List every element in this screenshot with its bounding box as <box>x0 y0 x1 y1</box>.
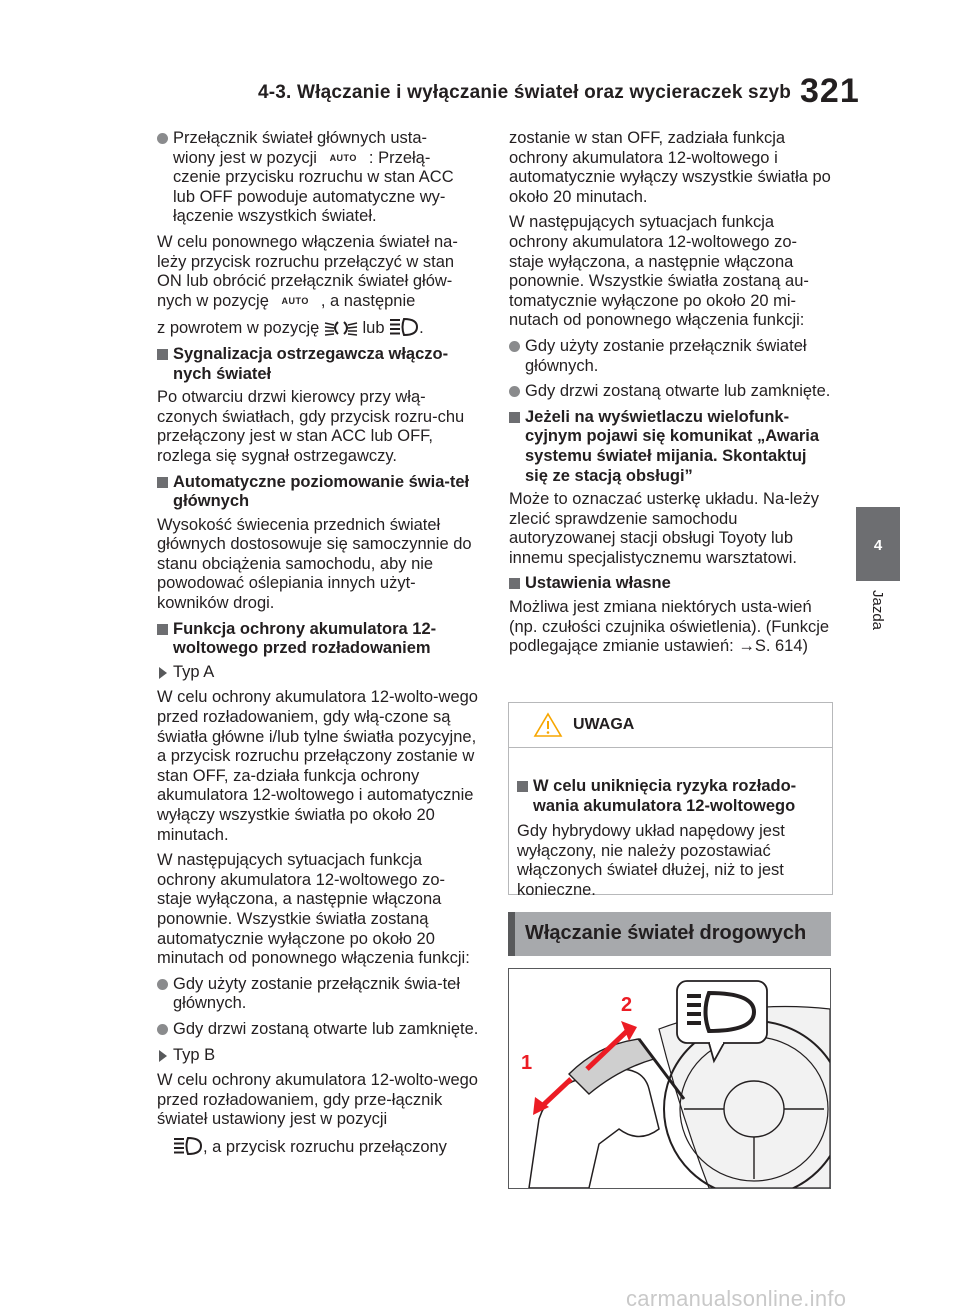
high-beam-lever-illustration <box>509 969 830 1188</box>
section-heading: Automatyczne poziomowanie świa-teł głównych <box>157 473 479 512</box>
warning-body: Gdy hybrydowy układ napędowy jest wyłączony, nie należy pozostawiać włączonych świateł dłużej, niż to jest konieczne. <box>517 822 785 899</box>
warning-content <box>517 777 825 907</box>
chapter-tab <box>856 507 900 581</box>
left-column <box>157 129 479 1164</box>
right-column <box>509 129 831 663</box>
paragraph: W następujących sytuacjach funkcja ochrony akumulatora 12-woltowego zo-staje wyłączona, a następnie włączona ponownie. Wszystkie światła zostaną automatycznie wyłączone po około 20 minutach od ponownego włączenia funkcji: <box>157 851 470 968</box>
paragraph: zostanie w stan OFF, zadziała funkcja ochrony akumulatora 12-woltowego i automatycznie wyłączy wszystkie światła po około 20 minutach. <box>509 129 831 206</box>
page-reference: →S. 614) <box>738 637 809 656</box>
bullet: Gdy użyty zostanie przełącznik świa-teł głównych. <box>157 975 479 1014</box>
header-title: 4-3. Włączanie i wyłączanie świateł oraz wycieraczek szyb <box>258 82 792 103</box>
text: wiony jest w pozycji <box>173 148 317 167</box>
text: Przełącznik świateł głównych usta- <box>173 129 428 147</box>
text: : Przełą- <box>368 148 431 167</box>
text: z powrotem w pozycję <box>157 319 320 338</box>
section-title: Włączanie świateł drogowych <box>525 922 807 944</box>
type-marker: Typ B <box>157 1046 479 1066</box>
paragraph: W celu ochrony akumulatora 12-wolto-wego przed rozładowaniem, gdy włą-czone są światła główne i/lub tylne światła pozycyjne, a przycisk rozruchu przełączony zostanie w stan OFF, za-działa funkcja ochrony akumulatora 12-woltowego i automatycznie wyłączy wszystkie światła po około 20 minutach. <box>157 688 478 844</box>
section-heading: Jeżeli na wyświetlaczu wielofunk-cyjnym pojawi się komunikat „Awaria systemu świateł mijania. Skontaktuj się ze stacją obsługi” <box>509 408 831 486</box>
text: , a następnie <box>320 291 416 310</box>
chapter-label <box>868 590 888 650</box>
section-heading: Funkcja ochrony akumulatora 12-woltowego przed rozładowaniem <box>157 620 479 659</box>
bullet-auto-off <box>157 129 479 227</box>
paragraph <box>157 233 479 311</box>
text: , a przycisk rozruchu przełączony <box>203 1137 447 1156</box>
paragraph: Po otwarciu drzwi kierowcy przy włą-czonych światłach, gdy przycisk rozru-chu przełączony jest w stan ACC lub OFF, rozlega się sygnał ostrzegawczy. <box>157 388 465 465</box>
low-beam-icon <box>324 319 358 337</box>
bullet: Gdy drzwi zostaną otwarte lub zamknięte. <box>157 1020 479 1040</box>
section-title-bar <box>508 912 831 956</box>
chapter-label-text: Jazda <box>869 590 886 631</box>
section-heading: Ustawienia własne <box>509 574 831 594</box>
text: . <box>419 319 424 338</box>
high-beam-icon <box>173 1136 203 1156</box>
paragraph: W celu ochrony akumulatora 12-wolto-wego przed rozładowaniem, gdy prze-łącznik świateł ustawiony jest w pozycji <box>157 1071 478 1129</box>
warning-triangle-icon <box>533 712 563 738</box>
high-beam-icon <box>389 317 419 337</box>
text: lub <box>362 319 385 338</box>
bullet: Gdy użyty zostanie przełącznik świateł głównych. <box>509 337 831 376</box>
text: Możliwa jest zmiana niektórych usta-wień (np. czułości czujnika oświetlenia). (Funkcje podlegające zmianie ustawień: <box>509 598 830 656</box>
auto-icon: AUTO <box>281 295 309 306</box>
paragraph: Wysokość świecenia przednich świateł głównych dostosowuje się samoczynnie do stanu obciążenia samochodu, aby nie powodować oślepiania innych użyt-kowników drogi. <box>157 515 472 613</box>
paragraph <box>157 1136 479 1158</box>
text: czenie przycisku rozruchu w stan ACC lub OFF powoduje automatyczne wy-łączenie wszystkich świateł. <box>173 168 454 226</box>
bullet: Gdy drzwi zostaną otwarte lub zamknięte. <box>509 382 831 402</box>
paragraph <box>509 598 831 657</box>
paragraph: W następujących sytuacjach funkcja ochrony akumulatora 12-woltowego zo-staje wyłączona, a następnie włączona ponownie. Wszystkie światła zostaną au-tomatycznie wyłączone po około 20 mi-nutach od ponownego włączenia funkcji: <box>509 213 809 330</box>
paragraph: Może to oznaczać usterkę układu. Na-leży zlecić sprawdzenie samochodu autoryzowanej stacji obsługi Toyoty lub innemu specjalistycznemu warsztatowi. <box>509 490 819 567</box>
callout-label-2: 2 <box>621 994 633 1016</box>
watermark: carmanualsonline.info <box>626 1286 847 1311</box>
callout-label-1: 1 <box>521 1052 533 1074</box>
type-marker: Typ A <box>157 663 479 683</box>
warning-box <box>508 702 833 899</box>
text: W celu ponownego włączenia świateł na-leży przycisk rozruchu przełączyć w stan ON lub obrócić przełącznik świateł głów-nych w pozycję <box>157 232 458 310</box>
section-heading: Sygnalizacja ostrzegawcza włączo-nych świateł <box>157 345 479 384</box>
auto-icon: AUTO <box>329 152 357 163</box>
paragraph <box>157 317 479 339</box>
chapter-number: 4 <box>873 537 883 554</box>
warning-title: UWAGA <box>573 716 635 733</box>
warning-header <box>509 703 832 748</box>
illustration-frame <box>508 968 831 1189</box>
warning-heading: W celu uniknięcia ryzyka rozłado-wania akumulatora 12-woltowego <box>517 777 825 816</box>
page-number: 321 <box>800 72 860 110</box>
